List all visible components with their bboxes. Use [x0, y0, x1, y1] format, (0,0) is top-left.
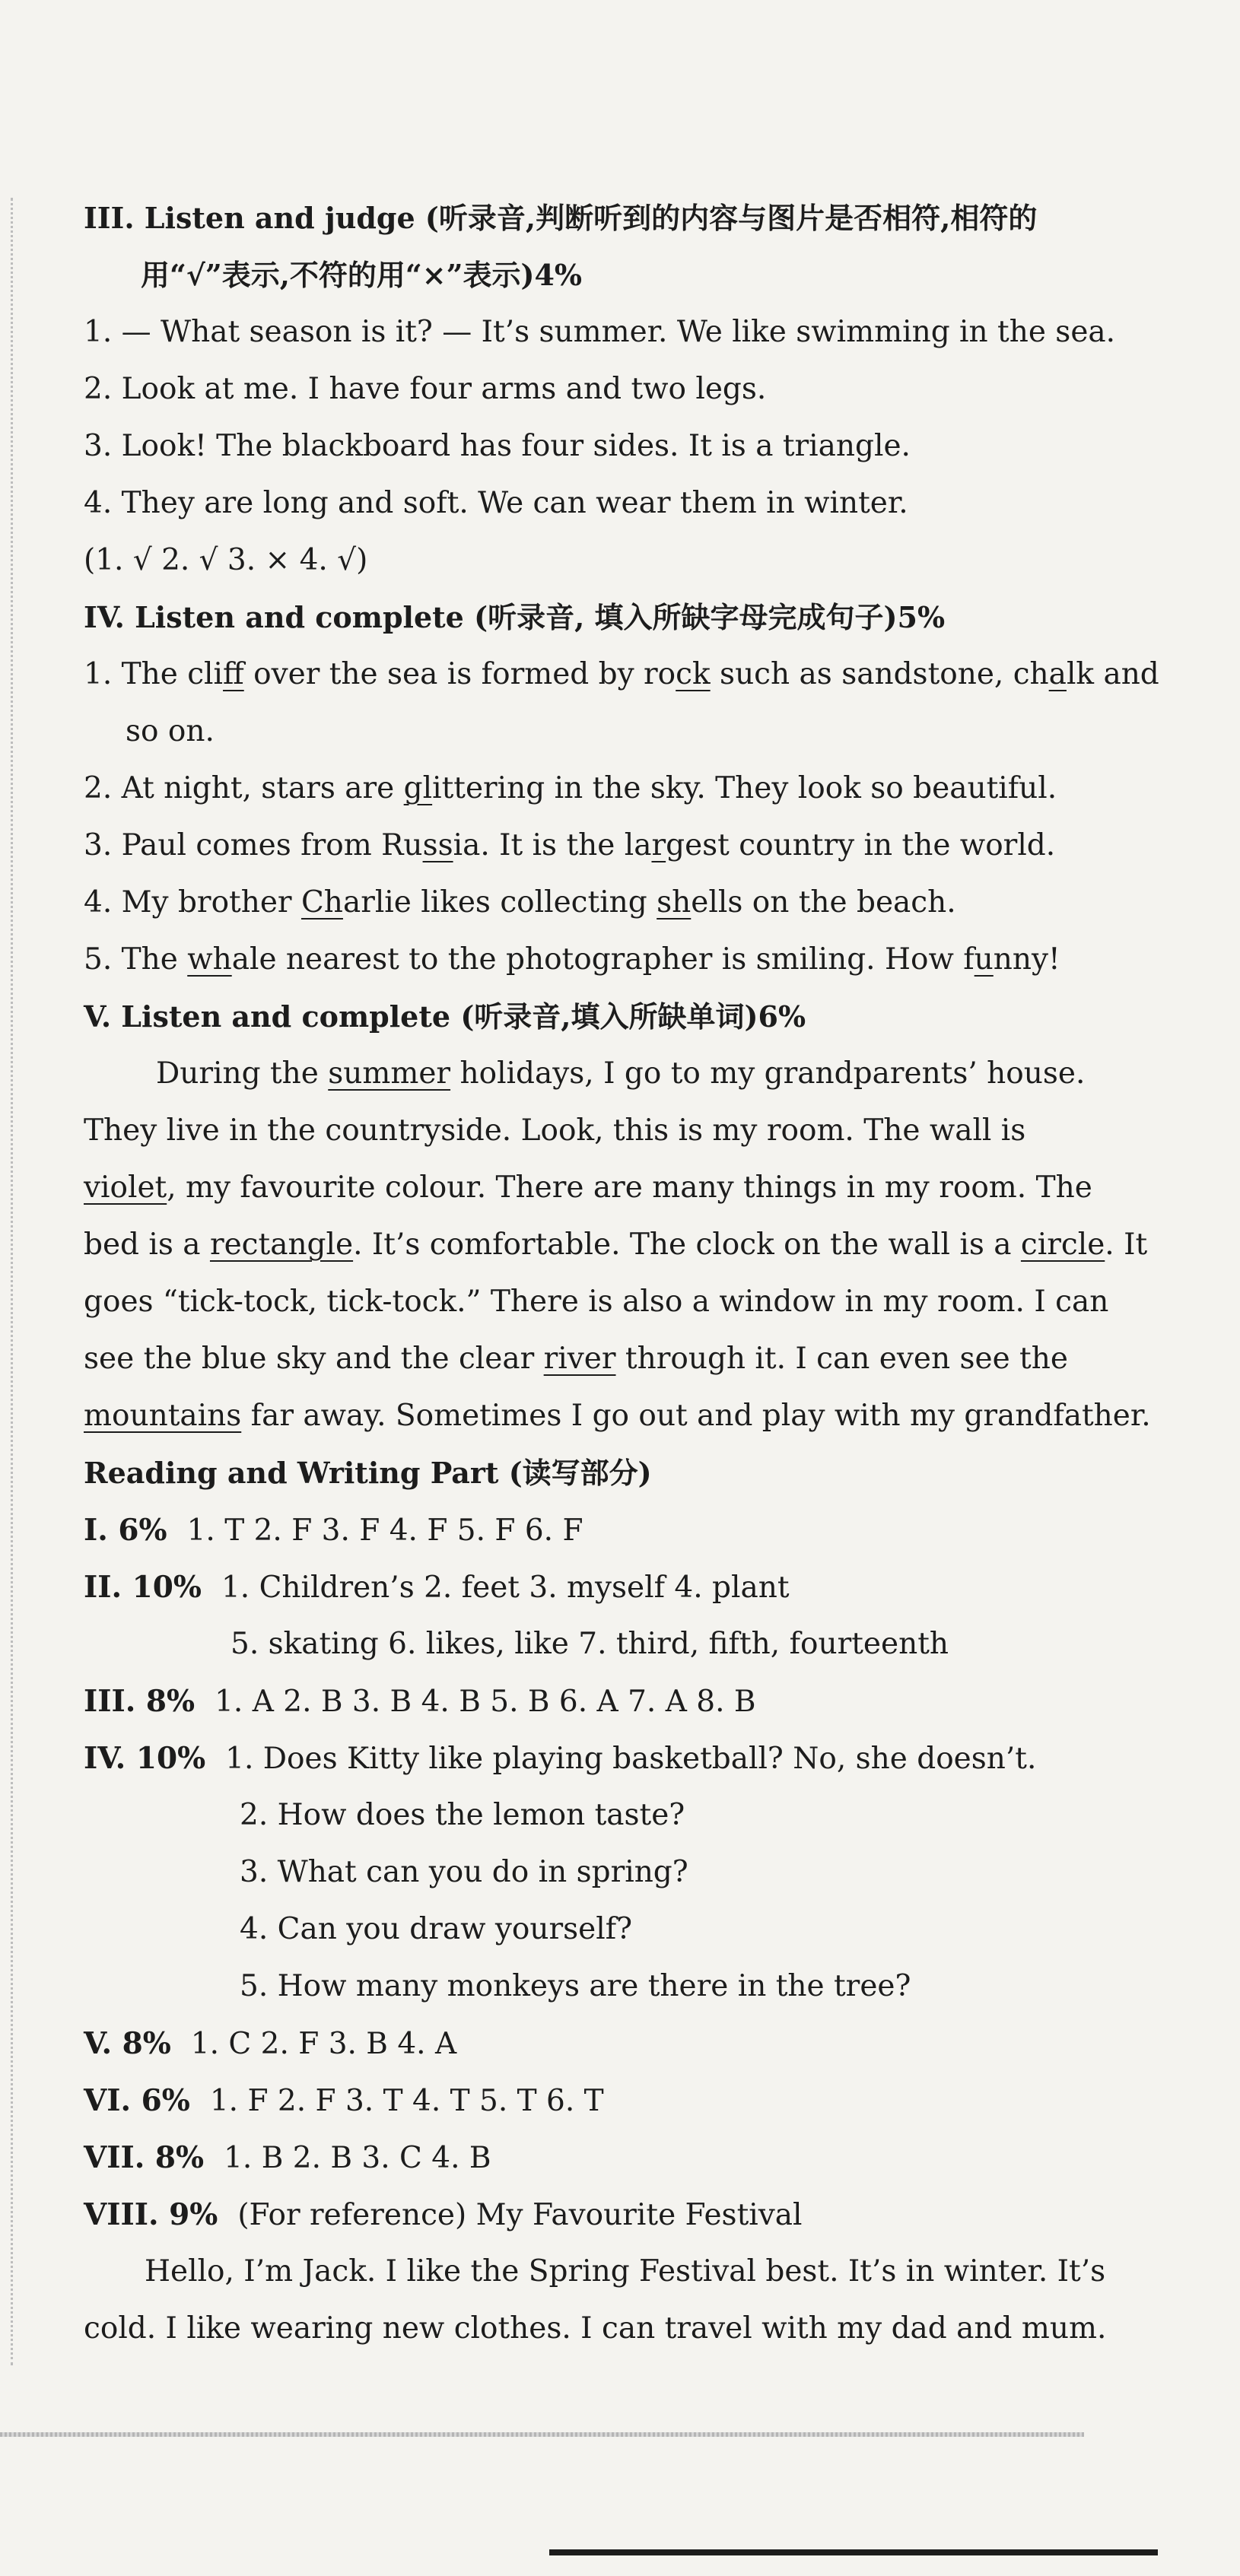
- rw-part-6: VI. 6% 1. F 2. F 3. T 4. T 5. T 6. T: [84, 2083, 604, 2118]
- s4-item-5: 5. The whale nearest to the photographer is smiling. How funny!: [84, 942, 1060, 977]
- s3-answers: (1. √ 2. √ 3. × 4. √): [84, 543, 368, 577]
- s5-passage-line-1: During the summer holidays, I go to my grandparents’ house.: [156, 1056, 1086, 1091]
- s5-passage-line-7: mountains far away. Sometimes I go out and play with my grandfather.: [84, 1399, 1151, 1433]
- rw-part-7: VII. 8% 1. B 2. B 3. C 4. B: [84, 2140, 491, 2175]
- section-4-heading: IV. Listen and complete (听录音, 填入所缺字母完成句子)5%: [84, 600, 946, 634]
- s3-item-2: 2. Look at me. I have four arms and two legs.: [84, 372, 767, 406]
- s3-item-3: 3. Look! The blackboard has four sides. It is a triangle.: [84, 429, 911, 463]
- essay-line-1: Hello, I’m Jack. I like the Spring Festival best. It’s in winter. It’s: [145, 2254, 1106, 2289]
- s4-item-1-cont: so on.: [126, 714, 215, 748]
- rw-part-4-item-4: 4. Can you draw yourself?: [240, 1912, 633, 1946]
- rw-part-4-item-3: 3. What can you do in spring?: [240, 1855, 688, 1889]
- rw-part-4-item-5: 5. How many monkeys are there in the tree?: [240, 1969, 911, 2003]
- rw-part-3: III. 8% 1. A 2. B 3. B 4. B 5. B 6. A 7. A 8. B: [84, 1684, 756, 1719]
- rw-part-1: I. 6% 1. T 2. F 3. F 4. F 5. F 6. F: [84, 1513, 583, 1548]
- s4-item-4: 4. My brother Charlie likes collecting shells on the beach.: [84, 885, 956, 920]
- rw-part-5: V. 8% 1. C 2. F 3. B 4. A: [84, 2026, 457, 2061]
- s4-item-3: 3. Paul comes from Russia. It is the largest country in the world.: [84, 828, 1056, 862]
- section-3-instruction-cont: 用“√”表示,不符的用“×”表示)4%: [141, 258, 583, 292]
- s5-passage-line-6: see the blue sky and the clear river through it. I can even see the: [84, 1342, 1068, 1376]
- reading-writing-heading: Reading and Writing Part (读写部分): [84, 1456, 652, 1490]
- rw-part-4: IV. 10% 1. Does Kitty like playing basketball? No, she doesn’t.: [84, 1741, 1037, 1776]
- s4-item-1: 1. The cliff over the sea is formed by rock such as sandstone, chalk and: [84, 657, 1159, 691]
- section-3-heading: III. Listen and judge (听录音,判断听到的内容与图片是否相符,相符的: [84, 201, 1038, 235]
- footer-rule: [0, 2432, 1084, 2437]
- s5-passage-line-5: goes “tick-tock, tick-tock.” There is also a window in my room. I can: [84, 1285, 1109, 1319]
- rw-part-2: II. 10% 1. Children’s 2. feet 3. myself 4. plant: [84, 1570, 790, 1605]
- rw-part-2-cont: 5. skating 6. likes, like 7. third, fifth, fourteenth: [231, 1627, 949, 1661]
- margin-dotted-line: [11, 198, 13, 2365]
- s3-item-1: 1. — What season is it? — It’s summer. We like swimming in the sea.: [84, 315, 1116, 349]
- s5-passage-line-4: bed is a rectangle. It’s comfortable. The clock on the wall is a circle. It: [84, 1228, 1148, 1262]
- s3-item-4: 4. They are long and soft. We can wear them in winter.: [84, 486, 908, 520]
- s5-passage-line-3: violet, my favourite colour. There are many things in my room. The: [84, 1170, 1092, 1205]
- s4-item-2: 2. At night, stars are glittering in the sky. They look so beautiful.: [84, 771, 1057, 805]
- footer-bar: [549, 2549, 1158, 2555]
- rw-part-8: VIII. 9% (For reference) My Favourite Festival: [84, 2197, 803, 2232]
- essay-line-2: cold. I like wearing new clothes. I can travel with my dad and mum.: [84, 2311, 1107, 2346]
- rw-part-4-item-2: 2. How does the lemon taste?: [240, 1798, 685, 1832]
- section-5-heading: V. Listen and complete (听录音,填入所缺单词)6%: [84, 999, 806, 1034]
- s5-passage-line-2: They live in the countryside. Look, this is my room. The wall is: [84, 1113, 1026, 1148]
